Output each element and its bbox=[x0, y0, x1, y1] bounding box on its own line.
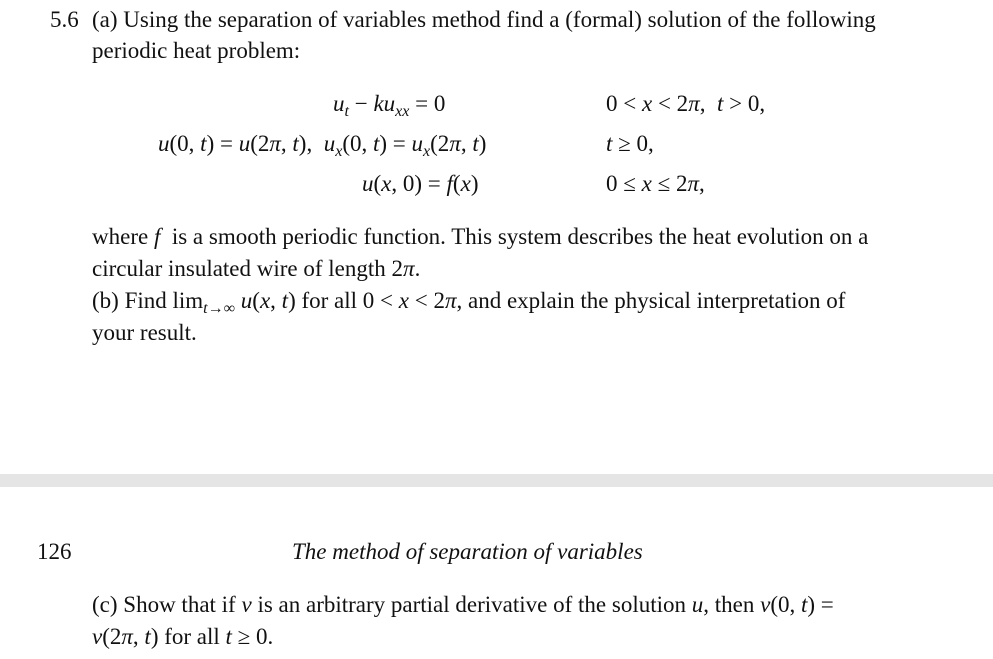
page-separator bbox=[0, 474, 993, 487]
equation-2-condition: t ≥ 0, bbox=[606, 131, 654, 156]
part-b-line1: (b) Find $\lim_{t\to\infty} u(x$, t) for all 0 < x < 2π, and explain the physical interpretation of bbox=[92, 288, 846, 317]
where-line2: circular insulated wire of length 2π. bbox=[92, 256, 421, 281]
where-line1: where f is a smooth periodic function. This system describes the heat evolution on a bbox=[92, 224, 869, 249]
part-b-line2: your result. bbox=[92, 320, 197, 345]
part-a-line2: periodic heat problem: bbox=[92, 38, 301, 63]
running-title: The method of separation of variables bbox=[292, 539, 643, 564]
equation-1: $u_t - ku_{xx} = 0$ bbox=[333, 91, 446, 120]
part-c-line2: v(2π, t) for all t ≥ 0. bbox=[92, 624, 274, 649]
equation-2: u(0, t) = u(2π, t), $u_x(0$, $t) = u_x(2\pi$, t) bbox=[158, 131, 487, 160]
equation-3-condition: 0 ≤ x ≤ 2π, bbox=[606, 171, 705, 196]
page-number: 126 bbox=[37, 539, 72, 564]
part-c-line1: (c) Show that if v is an arbitrary partial derivative of the solution u, then v(0, t) = bbox=[92, 592, 834, 617]
equation-3: u(x, 0) = f(x) bbox=[362, 171, 479, 196]
equation-1-condition: 0 < x < 2π, t > 0, bbox=[606, 91, 766, 116]
part-a-line1: (a) Using the separation of variables method find a (formal) solution of the following bbox=[92, 7, 876, 32]
problem-number: 5.6 bbox=[50, 7, 79, 32]
